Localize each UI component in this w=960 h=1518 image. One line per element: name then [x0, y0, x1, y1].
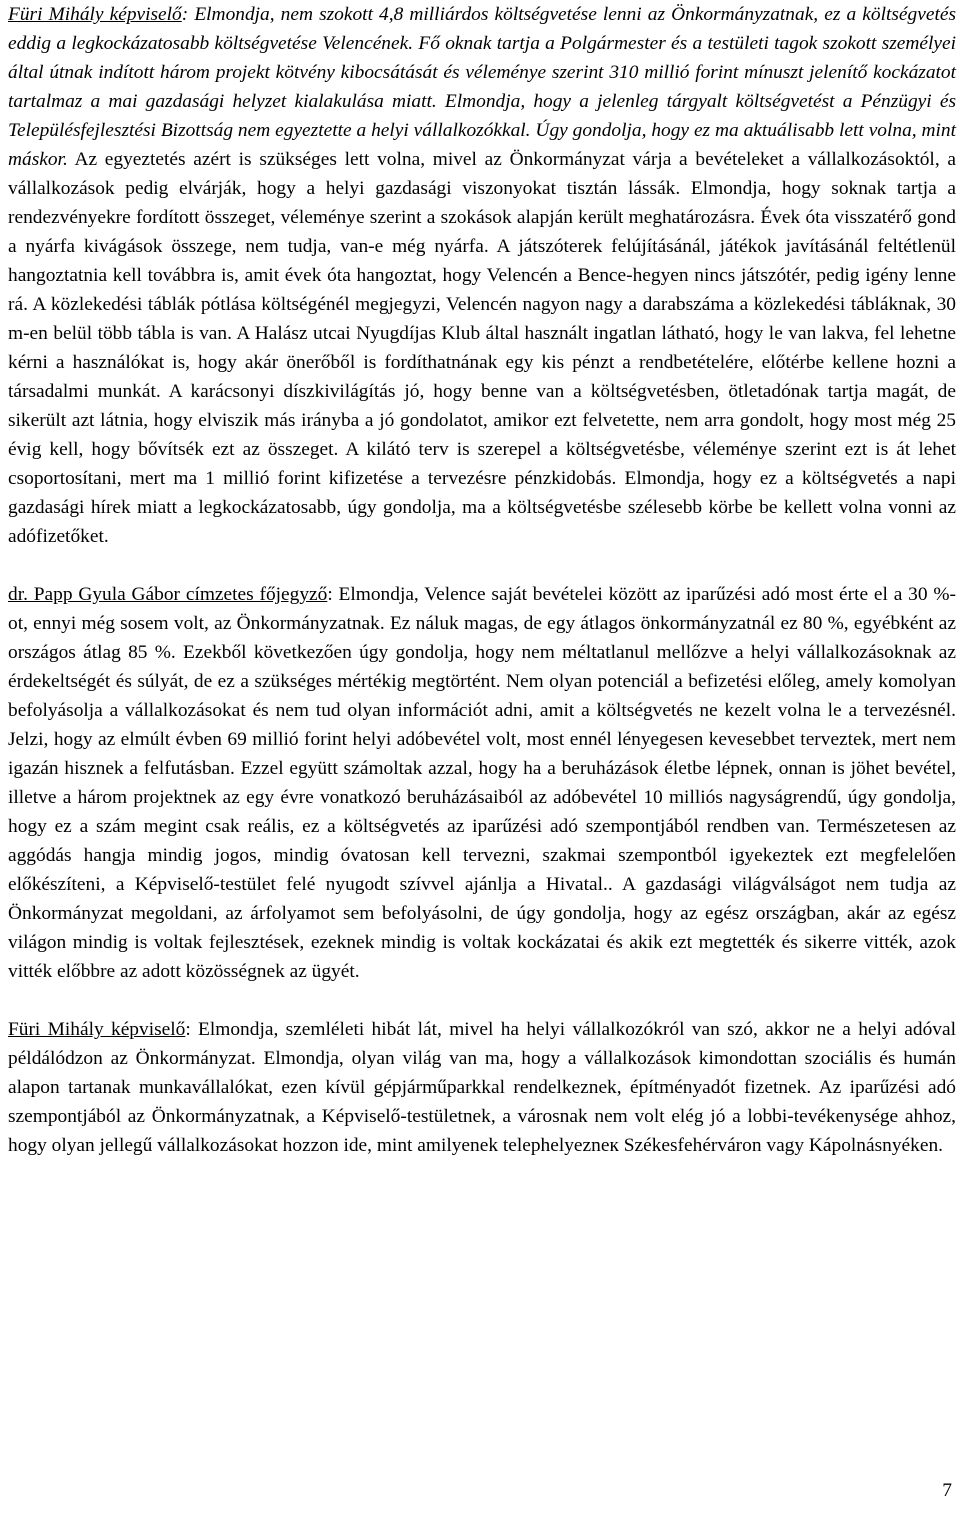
paragraph-furi-1: Füri Mihály képviselő: Elmondja, nem szokott 4,8 milliárdos költségvetése lenni az Önkormányzatnak, ez a költségvetés eddig a legkockázatosabb költségvetése Velencének. Fő oknak tartja a Polgármester és a testületi tagok szokott személyei által útnak indított három projekt kötvény kibocsátását és véleménye szerint 310 millió forint mínuszt jelenítő kockázatot tartalmaz a mai gazdasági helyzet kialakulása miatt. Elmondja, hogy a jelenleg tárgyalt költségvetést a Pénzügyi és Településfejlesztési Bizottság nem egyeztette a helyi vállalkozókkal. Úgy gondolja, hogy ez ma aktuálisabb lett volna, mint máskor. Az egyeztetés azért is szükséges lett volna, mivel az Önkormányzat várja a bevételeket a vállalkozásoktól, a vállalkozások pedig elvárják, hogy a helyi gazdasági viszonyokat tisztán lássák. Elmondja, hogy soknak tartja a rendezvényekre fordított összeget, véleménye szerint a szokások alapján került meghatározásra. Évek óta visszatérő gond a nyárfa kivágások összege, nem tudja, van-e még nyárfa. A játszóterek felújításánál, játékok javításánál feltétlenül hangoztatnia kell továbbra is, amit évek óta hangoztat, hogy Velencén a Bence-hegyen nincs játszótér, pedig igény lenne rá. A közlekedési táblák pótlása költségénél megjegyzi, Velencén nagyon nagy a darabszáma a közlekedési tábláknak, 30 m-en belül több tábla is van. A Halász utcai Nyugdíjas Klub által használt ingatlan látható, hogy le van lakva, fel lehetne kérni a használókat is, hogy akár önerőből is fordíthatnának egy kis pénzt a rendbetételére, előtérbe kellene hozni a társadalmi munkát. A karácsonyi díszkivilágítás jó, hogy benne van a költségvetésben, ötletadónak tartja magát, de sikerült azt látnia, hogy elviszik más irányba a jó gondolatot, amikor ezt felvetette, nem arra gondolt, hogy most még 25 évig kell, hogy bővítsék ezt az összeget. A kilátó terv is szerepel a költségvetésbe, véleménye szerint ezt is át lehet csoportosítani, mert ma 1 millió forint kifizetése a tervezésre pénzkidobás. Elmondja, hogy ez a költségvetés a napi gazdasági hírek miatt a legkockázatosabb, úgy gondolja, ma a költségvetésbe szélesebb körbe be kellett volna vonni az adófizetőket. [8, 4, 956, 547]
speaker-name: Füri Mihály képviselő [8, 4, 182, 25]
document-page [8, 0, 956, 1160]
paragraph-furi-2: Füri Mihály képviselő: Elmondja, szemléleti hibát lát, mivel ha helyi vállalkozókról van szó, akkor ne a helyi adóval példálódzon az Önkormányzat. Elmondja, olyan világ van ma, hogy a vállalkozások kimondottan szociális és humán alapon tartanak munkavállalókat, ezen kívül gépjárműparkkal rendelkeznek, építményadót fizetnek. Az iparűzési adó szempontjából az Önkormányzatnak, a Képviselő-testületnek, a városnak nem volt elég jó a lobbi-tevékenysége ahhoz, hogy olyan jellegű vállalkozásokat hozzon ide, mint amilyenek telephelyezneк Székesfehérváron vagy Kápolnásnyéken. [8, 1019, 956, 1156]
speaker-name: Füri Mihály képviselő [8, 1019, 186, 1040]
paragraph-text-italic: Elmondja, nem szokott 4,8 milliárdos költségvetése lenni az Önkormányzatnak, ez a költségvetés eddig a legkockázatosabb költségvetése Velencének. Fő oknak tartja a Polgármester és a testületi tagok szokott személyei által útnak indított három projekt kötvény kibocsátását és véleménye szerint 310 millió forint mínuszt jelenítő kockázatot tartalmaz a mai gazdasági helyzet kialakulása miatt. Elmondja, hogy a jelenleg tárgyalt költségvetést a Pénzügyi és Településfejlesztési Bizottság nem egyeztette a helyi vállalkozókkal. Úgy gondolja, hogy ez ma aktuálisabb lett volna, mint máskor. [8, 4, 956, 170]
paragraph-papp: dr. Papp Gyula Gábor címzetes főjegyző: Elmondja, Velence saját bevételei között az iparűzési adó most érte el a 30 %-ot, ennyi még sosem volt, az Önkormányzatnak. Ez náluk magas, de egy átlagos önkormányzatnál ez 80 %, egyébként az országos átlag 85 %. Ezekből következően úgy gondolja, hogy nem méltatlanul mellőzve a helyi vállalkozásoknak az érdekeltségét és súlyát, de ez a szükséges mértékig megtörtént. Nem olyan potenciál a befizetési előleg, amely komolyan befolyásolja a vállalkozásokat és nem tud olyan információt adni, amit a költségvetés ne kezelt volna le a tervezésnél. Jelzi, hogy az elmúlt évben 69 millió forint helyi adóbevétel volt, most ennél lényegesen kevesebbet terveztek, mert nem igazán hisznek a felfutásban. Ezzel együtt számoltak azzal, hogy ha a beruházások életbe lépnek, onnan is jöhet bevétel, illetve a három projektnek az egy évre vonatkozó beruházásaiból az adóbevétel 10 milliós nagyságrendű, úgy gondolja, hogy ez a szám megint csak reális, ez a költségvetés az iparűzési adó szempontjából rendben van. Természetesen az aggódás hangja mindig jogos, mindig óvatosan kell tervezni, szakmai szempontból igyekeztek ezt megfelelően előkészíteni, a Képviselő-testület felé nyugodt szívvel ajánlja a Hivatal.. A gazdasági világválságot nem tudja az Önkormányzat megoldani, az árfolyamot sem befolyásolni, de úgy gondolja, hogy az egész országban, akár az egész világon mindig is voltak fejlesztések, ezeknek mindig is voltak kockázatai és akik ezt megtették és sikerre vitték, azok vitték előbbre az adott közösségnek az ügyét. [8, 584, 956, 982]
paragraph-text: Az egyeztetés azért is szükséges lett volna, mivel az Önkormányzat várja a bevételeket a vállalkozásoktól, a vállalkozások pedig elvárják, hogy a helyi gazdasági viszonyokat tisztán lássák. Elmondja, hogy soknak tartja a rendezvényekre fordított összeget, véleménye szerint a szokások alapján került meghatározásra. Évek óta visszatérő gond a nyárfa kivágások összege, nem tudja, van-e még nyárfa. A játszóterek felújításánál, játékok javításánál feltétlenül hangoztatnia kell továbbra is, amit évek óta hangoztat, hogy Velencén a Bence-hegyen nincs játszótér, pedig igény lenne rá. A közlekedési táblák pótlása költségénél megjegyzi, Velencén nagyon nagy a darabszáma a közlekedési tábláknak, 30 m-en belül több tábla is van. A Halász utcai Nyugdíjas Klub által használt ingatlan látható, hogy le van lakva, fel lehetne kérni a használókat is, hogy akár önerőből is fordíthatnának egy kis pénzt a rendbetételére, előtérbe kellene hozni a társadalmi munkát. A karácsonyi díszkivilágítás jó, hogy benne van a költségvetésben, ötletadónak tartja magát, de sikerült azt látnia, hogy elviszik más irányba a jó gondolatot, amikor ezt felvetette, nem arra gondolt, hogy most még 25 évig kell, hogy bővítsék ezt az összeget. A kilátó terv is szerepel a költségvetésbe, véleménye szerint ezt is át lehet csoportosítani, mert ma 1 millió forint kifizetése a tervezésre pénzkidobás. Elmondja, hogy ez a költségvetés a napi gazdasági hírek miatt a legkockázatosabb, úgy gondolja, ma a költségvetésbe szélesebb körbe be kellett volna vonni az adófizetőket. [8, 149, 956, 547]
paragraph-text: Elmondja, Velence saját bevételei között az iparűzési adó most érte el a 30 %-ot, ennyi még sosem volt, az Önkormányzatnak. Ez náluk magas, de egy átlagos önkormányzatnál ez 80 %, egyébként az országos átlag 85 %. Ezekből következően úgy gondolja, hogy nem méltatlanul mellőzve a helyi vállalkozásoknak az érdekeltségét és súlyát, de ez a szükséges mértékig megtörtént. Nem olyan potenciál a befizetési előleg, amely komolyan befolyásolja a vállalkozásokat és nem tud olyan információt adni, amit a költségvetés ne kezelt volna le a tervezésnél. Jelzi, hogy az elmúlt évben 69 millió forint helyi adóbevétel volt, most ennél lényegesen kevesebbet terveztek, mert nem igazán hisznek a felfutásban. Ezzel együtt számoltak azzal, hogy ha a beruházások életbe lépnek, onnan is jöhet bevétel, illetve a három projektnek az egy évre vonatkozó beruházásaiból az adóbevétel 10 milliós nagyságrendű, úgy gondolja, hogy ez a szám megint csak reális, ez a költségvetés az iparűzési adó szempontjából rendben van. Természetesen az aggódás hangja mindig jogos, mindig óvatosan kell tervezni, szakmai szempontból igyekeztek ezt megfelelően előkészíteni, a Képviselő-testület felé nyugodt szívvel ajánlja a Hivatal.. A gazdasági világválságot nem tudja az Önkormányzat megoldani, az árfolyamot sem befolyásolni, de úgy gondolja, hogy az egész országban, akár az egész világon mindig is voltak fejlesztések, ezeknek mindig is voltak kockázatai és akik ezt megtették és sikerre vitték, azok vitték előbbre az adott közösségnek az ügyét. [8, 584, 956, 982]
paragraph-text: Elmondja, szemléleti hibát lát, mivel ha helyi vállalkozókról van szó, akkor ne a helyi adóval példálódzon az Önkormányzat. Elmondja, olyan világ van ma, hogy a vállalkozások kimondottan szociális és humán alapon tartanak munkavállalókat, ezen kívül gépjárműparkkal rendelkeznek, építményadót fizetnek. Az iparűzési adó szempontjából az Önkormányzatnak, a Képviselő-testületnek, a városnak nem volt elég jó a lobbi-tevékenysége ahhoz, hogy olyan jellegű vállalkozásokat hozzon ide, mint amilyenek telephelyezneк Székesfehérváron vagy Kápolnásnyéken. [8, 1019, 956, 1156]
speaker-name: dr. Papp Gyula Gábor címzetes főjegyző [8, 584, 328, 605]
page-number: 7 [942, 1480, 952, 1501]
